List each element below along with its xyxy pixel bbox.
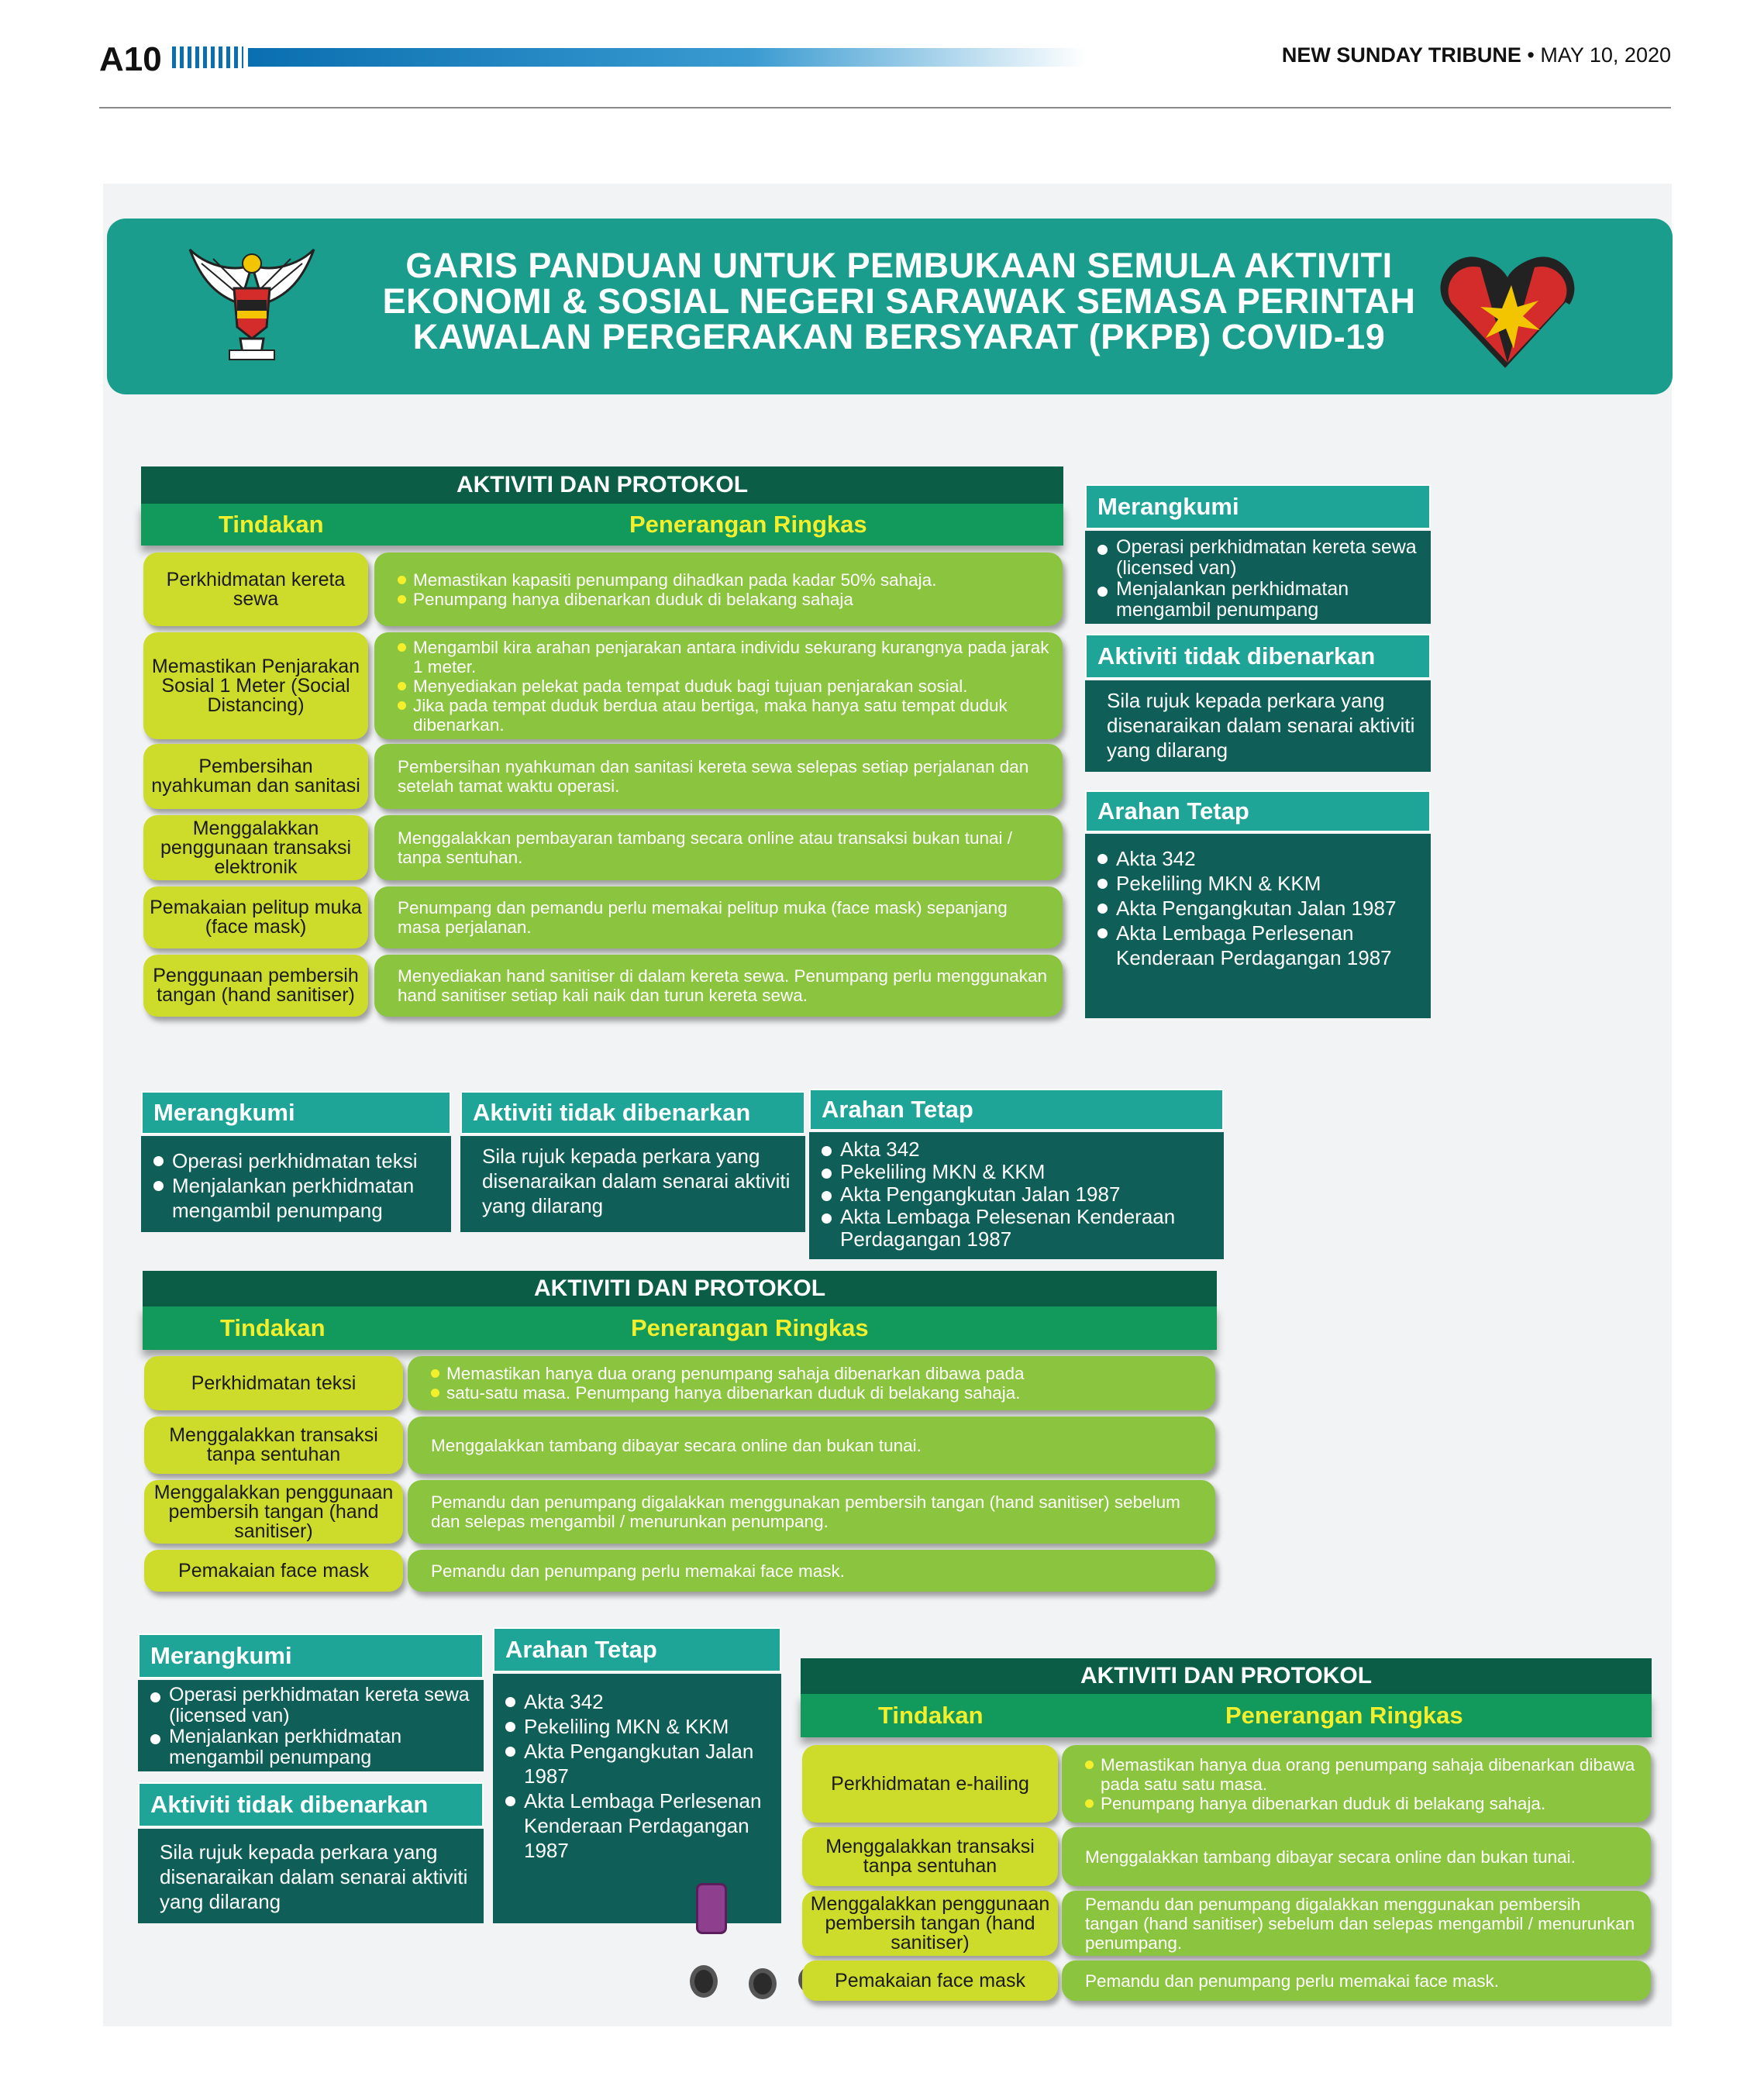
s3-tidak-dibenarkan-body: Sila rujuk kepada perkara yang disenaraikan dalam senarai aktiviti yang dilarang: [138, 1829, 484, 1923]
list-item: Pekeliling MKN & KKM: [505, 1714, 769, 1739]
list-item: Akta Pengangkutan Jalan 1987: [505, 1739, 769, 1788]
wheel-icon: [749, 1968, 777, 1999]
s3-action-cell: Perkhidmatan e-hailing: [802, 1745, 1058, 1823]
list-item: Akta 342: [1097, 846, 1418, 871]
s2-merangkumi-body: [141, 1136, 451, 1232]
bullet-item: Memastikan hanya dua orang penumpang sahaja dibenarkan dibawa pada: [431, 1364, 1203, 1383]
s2-action-cell: Perkhidmatan teksi: [144, 1356, 403, 1410]
s1-merangkumi-body: [1085, 531, 1431, 624]
bullet-item: Jika pada tempat duduk berdua atau bertiga, maka hanya satu tempat duduk dibenarkan.: [398, 696, 1050, 735]
list-item: Pekeliling MKN & KKM: [1097, 871, 1418, 896]
s1-desc-cell: [374, 886, 1063, 948]
s2-tidak-dibenarkan-body: Sila rujuk kepada perkara yang disenaraikan dalam senarai aktiviti yang dilarang: [460, 1136, 805, 1232]
list-item: Menjalankan perkhidmatan mengambil penumpang: [153, 1173, 439, 1223]
col-tindakan: Tindakan: [878, 1702, 984, 1729]
list-item: Operasi perkhidmatan kereta sewa (licensed van): [1097, 537, 1418, 579]
s2-table-header: [143, 1306, 1217, 1350]
s3-action-cell: Pemakaian face mask: [802, 1960, 1058, 2001]
s1-desc-cell: [374, 553, 1063, 626]
list-item: Menjalankan perkhidmatan mengambil penumpang: [150, 1726, 471, 1768]
s2-desc-cell: [408, 1356, 1215, 1410]
s1-action-cell: Memastikan Penjarakan Sosial 1 Meter (Social Distancing): [143, 632, 368, 739]
s2-desc-cell: [408, 1417, 1215, 1474]
s1-merangkumi-header: Merangkumi: [1085, 484, 1431, 529]
list-item: Pekeliling MKN & KKM: [822, 1161, 1211, 1183]
s2-merangkumi-header: Merangkumi: [141, 1091, 451, 1134]
s1-desc-cell: [374, 744, 1063, 809]
smartphone-icon: [696, 1883, 727, 1934]
publication-date: MAY 10, 2020: [1540, 43, 1671, 67]
s3-action-cell: Menggalakkan transaksi tanpa sentuhan: [802, 1827, 1058, 1886]
desc-text: Penumpang dan pemandu perlu memakai pelitup muka (face mask) sepanjang masa perjalanan.: [398, 898, 1008, 937]
desc-text: Menggalakkan tambang dibayar secara online dan bukan tunai.: [1085, 1847, 1576, 1867]
bullet-item: Penumpang hanya dibenarkan duduk di belakang sahaja: [398, 590, 1050, 609]
s2-table-title: AKTIVITI DAN PROTOKOL: [143, 1271, 1217, 1306]
s2-desc-cell: [408, 1550, 1215, 1592]
s1-tidak-dibenarkan-header: Aktiviti tidak dibenarkan: [1085, 634, 1431, 679]
s3-desc-cell: [1062, 1827, 1651, 1886]
banner-title-line: EKONOMI & SOSIAL NEGERI SARAWAK SEMASA PERINTAH: [382, 281, 1416, 321]
separator: •: [1527, 43, 1535, 67]
bullet-item: Mengambil kira arahan penjarakan antara individu sekurang kurangnya pada jarak 1 meter.: [398, 638, 1050, 676]
s1-desc-cell: [374, 815, 1063, 880]
banner-title-line: GARIS PANDUAN UNTUK PEMBUKAAN SEMULA AKTIVITI: [405, 246, 1393, 285]
s1-arahan-header: Arahan Tetap: [1085, 790, 1431, 832]
desc-text: Pemandu dan penumpang perlu memakai face mask.: [431, 1561, 846, 1581]
s3-desc-cell: [1062, 1960, 1651, 2001]
desc-text: Menggalakkan pembayaran tambang secara online atau transaksi bukan tunai / tanpa sentuhan.: [398, 828, 1013, 867]
s1-desc-cell: [374, 632, 1063, 739]
list-item: Akta Lembaga Perlesenan Kenderaan Perdagangan 1987: [505, 1788, 769, 1863]
s3-desc-cell: [1062, 1745, 1651, 1823]
col-tindakan: Tindakan: [219, 511, 324, 538]
s1-action-cell: Pemakaian pelitup muka (face mask): [143, 886, 368, 948]
s1-action-cell: Pembersihan nyahkuman dan sanitasi: [143, 744, 368, 809]
list-item: Akta 342: [822, 1138, 1211, 1161]
s3-table-title: AKTIVITI DAN PROTOKOL: [801, 1658, 1652, 1694]
bullet-item: Memastikan kapasiti penumpang dihadkan pada kadar 50% sahaja.: [398, 570, 1050, 590]
col-tindakan: Tindakan: [220, 1314, 326, 1341]
list-item: Menjalankan perkhidmatan mengambil penumpang: [1097, 579, 1418, 621]
bullet-item: Menyediakan pelekat pada tempat duduk bagi tujuan penjarakan sosial.: [398, 676, 1050, 696]
s3-arahan-header: Arahan Tetap: [493, 1627, 781, 1672]
s3-tidak-dibenarkan-header: Aktiviti tidak dibenarkan: [138, 1782, 484, 1827]
s2-action-cell: Menggalakkan penggunaan pembersih tangan (hand sanitiser): [144, 1480, 403, 1544]
list-item: Akta Lembaga Pelesenan Kenderaan Perdagangan 1987: [822, 1206, 1211, 1251]
page-number: A10: [99, 40, 162, 78]
s3-table-header: [801, 1694, 1652, 1737]
list-item: Akta Pengangkutan Jalan 1987: [822, 1183, 1211, 1206]
desc-text: Menyediakan hand sanitiser di dalam kereta sewa. Penumpang perlu menggunakan hand sanitiser setiap kali naik dan turun kereta sewa.: [398, 966, 1048, 1005]
s1-table-header: [141, 504, 1063, 546]
banner-title: [295, 248, 1504, 355]
s3-merangkumi-header: Merangkumi: [138, 1633, 484, 1678]
s1-action-cell: Menggalakkan penggunaan transaksi elektronik: [143, 815, 368, 880]
desc-text: Pemandu dan penumpang digalakkan menggunakan pembersih tangan (hand sanitiser) sebelum dan selepas mengambil / menurunkan penumpang.: [431, 1492, 1180, 1531]
s3-arahan-body: [493, 1674, 781, 1923]
s2-arahan-header: Arahan Tetap: [809, 1089, 1224, 1131]
s1-action-cell: Penggunaan pembersih tangan (hand sanitiser): [143, 955, 368, 1017]
s2-action-cell: Pemakaian face mask: [144, 1550, 403, 1592]
header-rule: [99, 107, 1671, 108]
desc-text: Pemandu dan penumpang perlu memakai face mask.: [1085, 1971, 1500, 1991]
sarawak-heart-flag-icon: [1438, 246, 1577, 374]
s3-action-cell: Menggalakkan penggunaan pembersih tangan (hand sanitiser): [802, 1891, 1058, 1956]
s2-desc-cell: [408, 1480, 1215, 1544]
desc-text: Pemandu dan penumpang digalakkan menggunakan pembersih tangan (hand sanitiser) sebelum dan selepas mengambil / menurunkan penumpang.: [1085, 1894, 1635, 1953]
wheel-icon: [690, 1965, 718, 1998]
publication-line: [1282, 43, 1671, 67]
list-item: Akta Pengangkutan Jalan 1987: [1097, 896, 1418, 921]
bullet-item: Penumpang hanya dibenarkan duduk di belakang sahaja.: [1085, 1794, 1638, 1813]
col-penerangan: Penerangan Ringkas: [629, 511, 867, 538]
s3-merangkumi-body: [138, 1680, 484, 1771]
bullet-item: Memastikan hanya dua orang penumpang sahaja dibenarkan dibawa pada satu satu masa.: [1085, 1755, 1638, 1794]
s2-arahan-body: [809, 1132, 1224, 1259]
s1-action-cell: Perkhidmatan kereta sewa: [143, 553, 368, 626]
desc-text: Pembersihan nyahkuman dan sanitasi kereta sewa selepas setiap perjalanan dan setelah tamat waktu operasi.: [398, 757, 1029, 796]
s1-tidak-dibenarkan-body: Sila rujuk kepada perkara yang disenaraikan dalam senarai aktiviti yang dilarang: [1085, 680, 1431, 772]
list-item: Operasi perkhidmatan teksi: [153, 1148, 439, 1173]
col-penerangan: Penerangan Ringkas: [631, 1314, 869, 1341]
s2-action-cell: Menggalakkan transaksi tanpa sentuhan: [144, 1417, 403, 1474]
s2-tidak-dibenarkan-header: Aktiviti tidak dibenarkan: [460, 1091, 805, 1134]
list-item: Operasi perkhidmatan kereta sewa (licensed van): [150, 1685, 471, 1726]
list-item: Akta 342: [505, 1689, 769, 1714]
header-stripes: [172, 46, 243, 68]
bullet-item: satu-satu masa. Penumpang hanya dibenarkan duduk di belakang sahaja.: [431, 1383, 1203, 1403]
s1-desc-cell: [374, 955, 1063, 1017]
header-gradient-bar: [248, 48, 1085, 67]
desc-text: Menggalakkan tambang dibayar secara online dan bukan tunai.: [431, 1435, 922, 1455]
s1-arahan-body: [1085, 834, 1431, 1018]
banner-title-line: KAWALAN PERGERAKAN BERSYARAT (PKPB) COVID-19: [412, 317, 1386, 356]
publication-name: NEW SUNDAY TRIBUNE: [1281, 43, 1521, 67]
s1-table-title: AKTIVITI DAN PROTOKOL: [141, 466, 1063, 504]
s3-desc-cell: [1062, 1891, 1651, 1956]
list-item: Akta Lembaga Perlesenan Kenderaan Perdagangan 1987: [1097, 921, 1418, 970]
col-penerangan: Penerangan Ringkas: [1225, 1702, 1463, 1729]
